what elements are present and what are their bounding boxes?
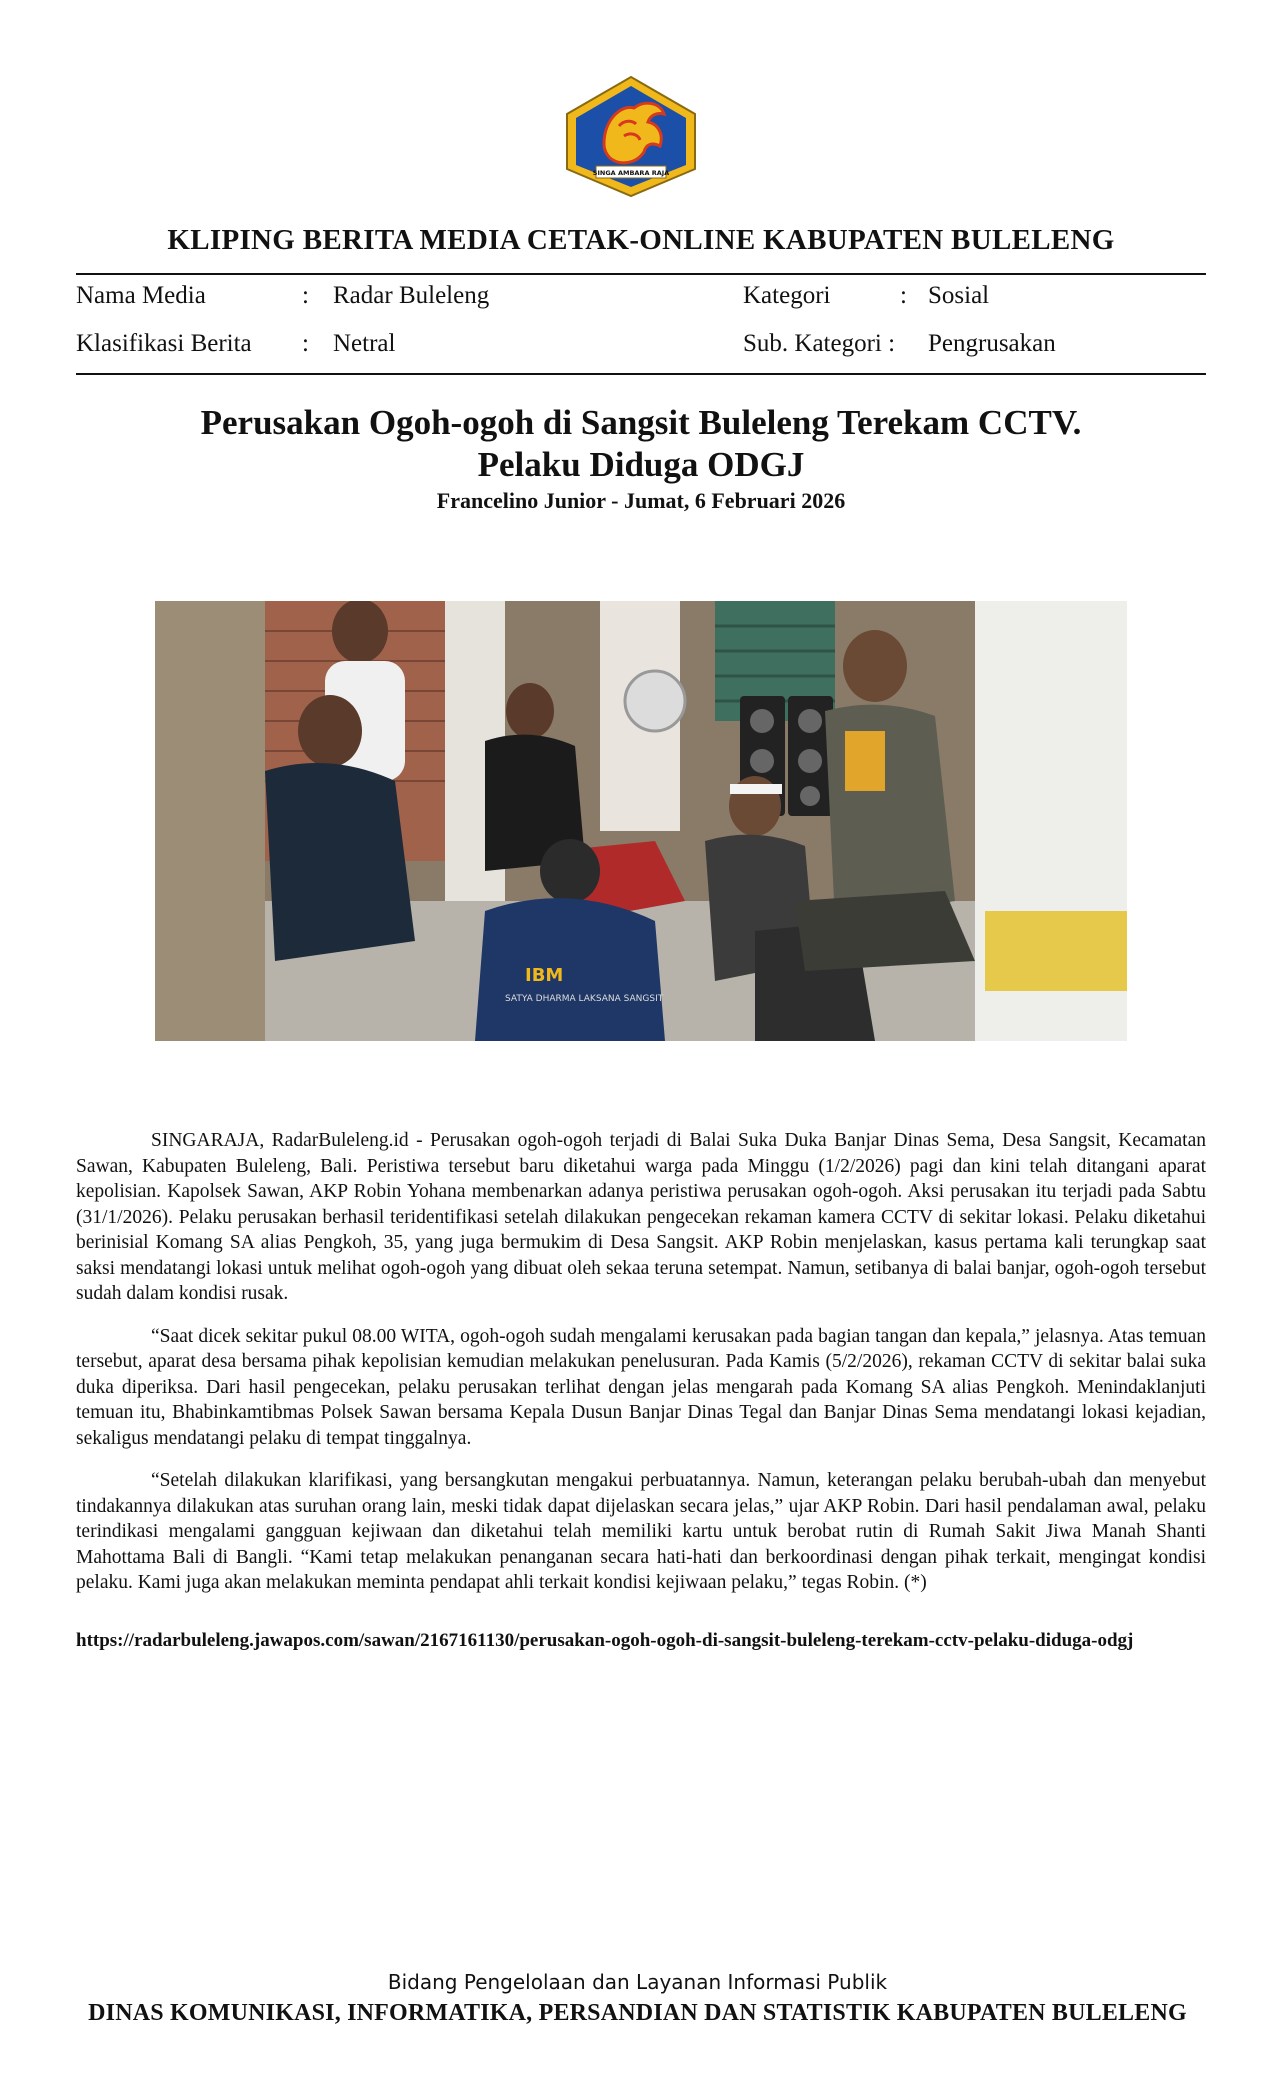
headline-line-2: Pelaku Diduga ODGJ (477, 445, 805, 484)
article-paragraph-3: “Setelah dilakukan klarifikasi, yang bersangkutan mengakui perbuatannya. Namun, keterangan pelaku berubah-ubah dan menyebut tindakannya dilakukan atas suruhan orang lain, meski tidak dapat dijelaskan secara jelas,” ujar AKP Robin. Dari hasil pendalaman awal, pelaku terindikasi mengalami gangguan kejiwaan dan diketahui telah memiliki kartu untuk berobat rutin di Rumah Sakit Jiwa Manah Shanti Mahottama Bali di Bangli. “Kami tetap melakukan penanganan secara hati-hati dan berkoordinasi dengan pihak terkait, mengingat kondisi pelaku. Kami juga akan melakukan meminta pendapat ahli terkait kondisi kejiwaan pelaku,” tegas Robin. (*) (76, 1470, 1206, 1593)
sub-kategori-value: Pengrusakan (928, 330, 1056, 357)
article-byline: Francelino Junior - Jumat, 6 Februari 2026 (436, 488, 846, 513)
footer-department: Bidang Pengelolaan dan Layanan Informasi Publik (387, 1970, 888, 1994)
meta-divider (76, 373, 1206, 375)
top-divider (76, 273, 1206, 275)
kategori-label: Kategori (743, 282, 831, 309)
article-paragraph-1: SINGARAJA, RadarBuleleng.id - Perusakan ogoh-ogoh terjadi di Balai Suka Duka Banjar Dinas Sema, Desa Sangsit, Kecamatan Sawan, Kabupaten Buleleng, Bali. Peristiwa tersebut baru diketahui warga pada Minggu (1/2/2026) pagi dan kini telah ditangani aparat kepolisian. Kapolsek Sawan, AKP Robin Yohana membenarkan adanya peristiwa perusakan ogoh-ogoh. Aksi perusakan itu terjadi pada Sabtu (31/1/2026). Pelaku perusakan berhasil teridentifikasi setelah dilakukan pengecekan rekaman kamera CCTV di sekitar lokasi. Pelaku diketahui berinisial Komang SA alias Pengkoh, 35, yang juga bermukim di Desa Sangsit. AKP Robin menjelaskan, kasus pertama kali terungkap saat saksi mendatangi lokasi untuk melihat ogoh-ogoh yang dibuat oleh sekaa teruna setempat. Namun, setibanya di balai banjar, ogoh-ogoh tersebut sudah dalam kondisi rusak. (76, 1130, 1206, 1304)
article-headline (76, 402, 1206, 486)
klasifikasi-label: Klasifikasi Berita (76, 330, 252, 357)
footer-agency: DINAS KOMUNIKASI, INFORMATIKA, PERSANDIAN DAN STATISTIK KABUPATEN BULELENG (88, 2000, 1187, 2026)
svg-text:SATYA DHARMA LAKSANA SANGSIT: SATYA DHARMA LAKSANA SANGSIT (505, 994, 664, 1004)
buleleng-regency-logo (564, 74, 698, 199)
document-title: KLIPING BERITA MEDIA CETAK-ONLINE KABUPATEN BULELENG (167, 224, 1115, 256)
svg-text:SINGA AMBARA RAJA: SINGA AMBARA RAJA (592, 169, 670, 177)
media-sep: : (302, 282, 309, 309)
sub-kategori-label: Sub. Kategori : (743, 330, 896, 357)
klasifikasi-sep: : (302, 330, 309, 357)
article-body (76, 1128, 1206, 1613)
media-value: Radar Buleleng (333, 282, 490, 309)
article-photo (155, 601, 1127, 1041)
kategori-sep: : (900, 282, 907, 309)
klasifikasi-value: Netral (333, 330, 396, 357)
headline-line-1: Perusakan Ogoh-ogoh di Sangsit Buleleng Terekam CCTV. (200, 403, 1082, 442)
kategori-value: Sosial (928, 282, 990, 309)
article-paragraph-2: “Saat dicek sekitar pukul 08.00 WITA, ogoh-ogoh sudah mengalami kerusakan pada bagian tangan dan kepala,” jelasnya. Atas temuan tersebut, aparat desa bersama pihak kepolisian kemudian melakukan penelusuran. Pada Kamis (5/2/2026), rekaman CCTV di sekitar balai suka duka diperiksa. Dari hasil pengecekan, pelaku perusakan terlihat dengan jelas mengarah pada Komang SA alias Pengkoh. Menindaklanjuti temuan itu, Bhabinkamtibmas Polsek Sawan bersama Kepala Dusun Banjar Dinas Tegal dan Banjar Dinas Sema mendatangi lokasi kejadian, sekaligus mendatangi pelaku di tempat tinggalnya. (76, 1325, 1206, 1449)
svg-text:IBM: IBM (525, 965, 564, 986)
source-link[interactable]: https://radarbuleleng.jawapos.com/sawan/2167161130/perusakan-ogoh-ogoh-di-sangsit-buleleng-terekam-cctv-pelaku-diduga-odgj (76, 1630, 1134, 1651)
media-label: Nama Media (76, 282, 206, 309)
